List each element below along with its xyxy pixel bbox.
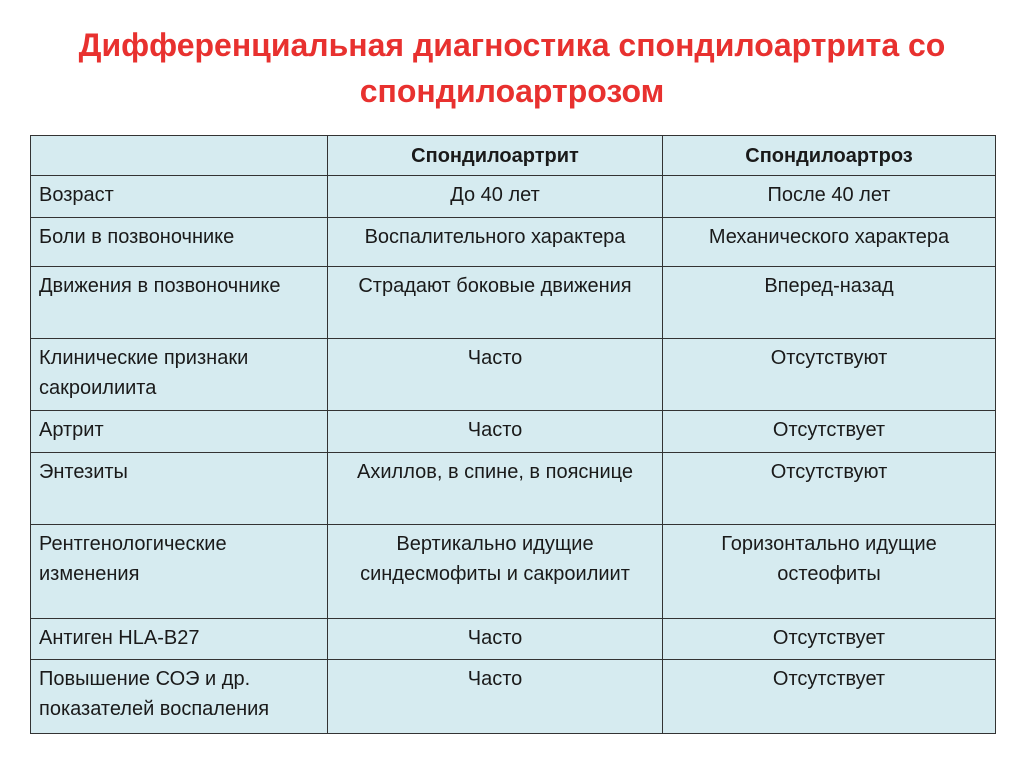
table-row bbox=[31, 619, 996, 660]
arthrosis-cell: Отсутствуют bbox=[663, 339, 996, 411]
feature-cell: Антиген HLA-B27 bbox=[31, 619, 328, 660]
arthrosis-cell: Вперед-назад bbox=[663, 267, 996, 339]
header-spondyloarthrosis: Спондилоартроз bbox=[663, 136, 996, 176]
table-row bbox=[31, 218, 996, 267]
feature-cell: Рентгенологические изменения bbox=[31, 525, 328, 619]
arthritis-cell: Часто bbox=[328, 660, 663, 734]
arthritis-cell: До 40 лет bbox=[328, 176, 663, 218]
arthritis-cell: Вертикально идущие синдесмофиты и сакроилиит bbox=[328, 525, 663, 619]
table-row bbox=[31, 411, 996, 453]
table-row bbox=[31, 453, 996, 525]
arthritis-cell: Часто bbox=[328, 411, 663, 453]
feature-cell: Возраст bbox=[31, 176, 328, 218]
arthritis-cell: Страдают боковые движения bbox=[328, 267, 663, 339]
table-row bbox=[31, 267, 996, 339]
arthrosis-cell: После 40 лет bbox=[663, 176, 996, 218]
feature-cell: Движения в позвоночнике bbox=[31, 267, 328, 339]
comparison-table bbox=[30, 135, 996, 734]
header-spondyloarthritis: Спондилоартрит bbox=[328, 136, 663, 176]
feature-cell: Артрит bbox=[31, 411, 328, 453]
feature-cell: Боли в позвоночнике bbox=[31, 218, 328, 267]
arthrosis-cell: Отсутствуют bbox=[663, 453, 996, 525]
table-header-row bbox=[31, 136, 996, 176]
table-row bbox=[31, 176, 996, 218]
arthritis-cell: Часто bbox=[328, 339, 663, 411]
arthritis-cell: Часто bbox=[328, 619, 663, 660]
arthrosis-cell: Механического характера bbox=[663, 218, 996, 267]
table-row bbox=[31, 525, 996, 619]
arthrosis-cell: Отсутствует bbox=[663, 411, 996, 453]
feature-cell: Клинические признаки сакроилиита bbox=[31, 339, 328, 411]
page-title: Дифференциальная диагностика спондилоартрита со спондилоартрозом bbox=[78, 27, 946, 109]
arthritis-cell: Ахиллов, в спине, в пояснице bbox=[328, 453, 663, 525]
arthrosis-cell: Отсутствует bbox=[663, 619, 996, 660]
table-row bbox=[31, 660, 996, 734]
feature-cell: Повышение СОЭ и др. показателей воспаления bbox=[31, 660, 328, 734]
header-feature bbox=[31, 136, 328, 176]
arthrosis-cell: Горизонтально идущие остеофиты bbox=[663, 525, 996, 619]
table-row bbox=[31, 339, 996, 411]
arthritis-cell: Воспалительного характера bbox=[328, 218, 663, 267]
arthrosis-cell: Отсутствует bbox=[663, 660, 996, 734]
feature-cell: Энтезиты bbox=[31, 453, 328, 525]
